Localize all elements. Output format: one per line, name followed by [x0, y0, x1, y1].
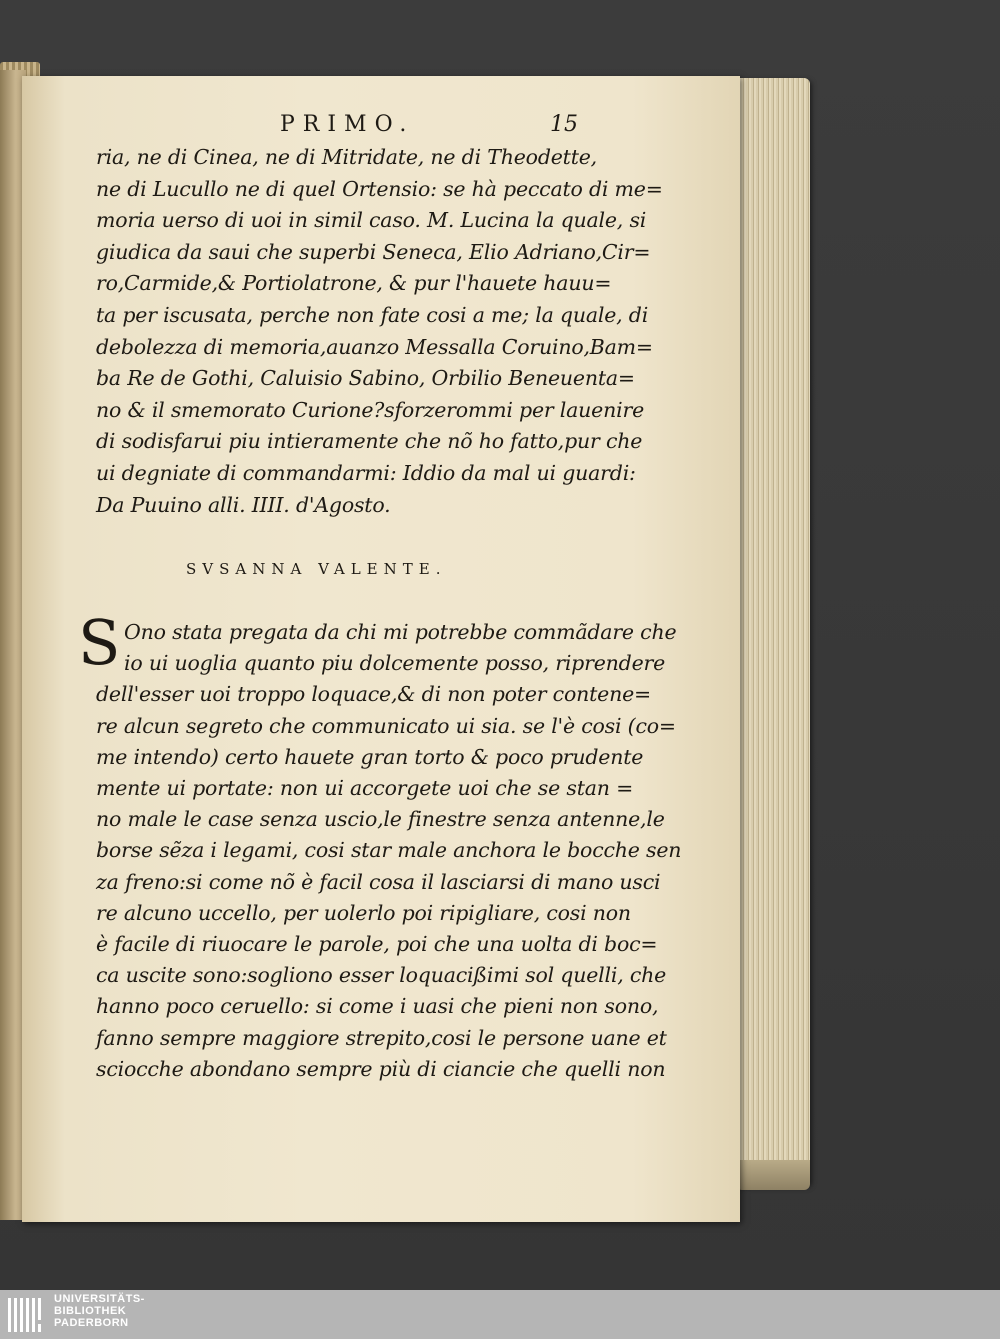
text-line: Da Puuino alli. IIII. d'Agosto. [96, 492, 391, 517]
text-line: mente ui portate: non ui accorgete uoi che se stan = [96, 776, 634, 800]
text-line: za freno:si come nõ è facil cosa il lasciarsi di mano usci [96, 869, 661, 894]
text-line: di sodisfarui piu intieramente che nõ ho fatto,pur che [96, 429, 643, 454]
page-stack-bottom [736, 1160, 810, 1190]
text-line: ne di Lucullo ne di quel Ortensio: se hà peccato di me= [96, 176, 663, 201]
text-line: io ui uoglia quanto piu dolcemente posso, riprendere [124, 651, 666, 676]
footer-bar [0, 1290, 1000, 1339]
running-head: PRIMO. [280, 112, 415, 137]
text-line: dell'esser uoi troppo loquace,& di non poter contene= [96, 682, 651, 707]
text-line: re alcun segreto che communicato ui sia. se l'è cosi (co= [96, 713, 676, 738]
text-line: moria uerso di uoi in simil caso. M. Lucina la quale, si [96, 208, 647, 233]
text-line: no & il smemorato Curione?sforzerommi per lauenire [96, 397, 645, 422]
section-heading: SVSANNA VALENTE. [186, 560, 447, 578]
text-line: giudica da saui che superbi Seneca, Elio Adriano,Cir= [96, 239, 651, 264]
text-line: re alcuno uccello, per uolerlo poi ripigliare, cosi non [96, 900, 631, 925]
text-line: no male le case senza uscio,le finestre senza antenne,le [96, 807, 665, 832]
footer-line-2: BIBLIOTHEK [54, 1305, 127, 1317]
text-line: è facile di riuocare le parole, poi che una uolta di boc= [96, 932, 658, 956]
text-line: ta per iscusata, perche non fate cosi a me; la quale, di [96, 303, 649, 327]
text-line: ro,Carmide,& Portiolatrone, & pur l'hauete hauu= [96, 271, 612, 296]
library-logo-icon [6, 1294, 46, 1336]
text-line: ria, ne di Cinea, ne di Mitridate, ne di Theodette, [96, 145, 597, 169]
text-line: debolezza di memoria,auanzo Messalla Coruino,Bam= [96, 334, 653, 359]
text-line: me intendo) certo hauete gran torto & poco prudente [96, 744, 644, 769]
text-line: ui degniate di commandarmi: Iddio da mal ui guardi: [96, 461, 636, 485]
text-line: Ono stata pregata da chi mi potrebbe commãdare che [124, 620, 677, 644]
text-line: borse sẽza i legami, cosi star male anchora le bocche sen [96, 838, 682, 863]
text-line: fanno sempre maggiore strepito,cosi le persone uane et [96, 1025, 667, 1050]
footer-line-3: PADERBORN [54, 1317, 129, 1329]
text-line: hanno poco ceruello: si come i uasi che pieni non sono, [96, 994, 659, 1019]
text-line: ca uscite sono:sogliono esser loquacißimi sol quelli, che [96, 963, 667, 988]
footer-line-1: UNIVERSITÄTS- [54, 1293, 145, 1305]
text-line: ba Re de Gothi, Caluisio Sabino, Orbilio Beneuenta= [96, 366, 635, 391]
page-stack-edge [736, 78, 810, 1186]
drop-cap: S [78, 606, 121, 679]
text-line: sciocche abondano sempre più di ciancie che quelli non [96, 1056, 666, 1081]
folio-number: 15 [550, 112, 578, 137]
